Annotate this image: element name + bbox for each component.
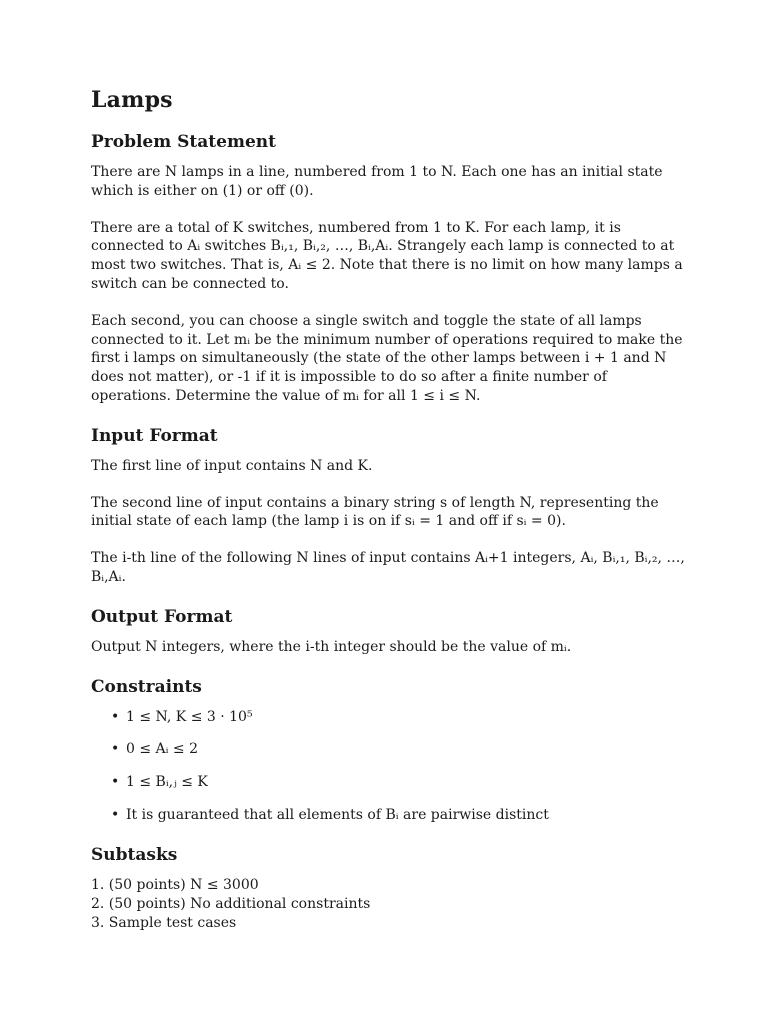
constraints-section	[91, 675, 691, 825]
problem-statement-paragraph-3: Each second, you can choose a single switch and toggle the state of all lamps connected to it. Let mᵢ be the minimum number of operations required to make the first i lamps on simultaneously (the state of the other lamps between i + 1 and N does not matter), or -1 if it is impossible to do so after a finite number of operations. Determine the value of mᵢ for all 1 ≤ i ≤ N.	[91, 312, 683, 404]
constraint-item: • 1 ≤ Bᵢ,ⱼ ≤ K	[91, 773, 691, 792]
subtasks-section	[91, 843, 691, 933]
subtask-item: 2. (50 points) No additional constraints	[91, 895, 371, 912]
output-format-heading: Output Format	[91, 606, 233, 627]
problem-statement-paragraph-2: There are a total of K switches, numbered from 1 to K. For each lamp, it is connected to Aᵢ switches Bᵢ,₁, Bᵢ,₂, …, Bᵢ,Aᵢ. Strangely each lamp is connected to at most two switches. That is, Aᵢ ≤ 2. Note that there is no limit on how many lamps a switch can be connected to.	[91, 219, 683, 292]
constraint-item: • 0 ≤ Aᵢ ≤ 2	[91, 740, 691, 759]
input-format-paragraph-3: The i-th line of the following N lines of input contains Aᵢ+1 integers, Aᵢ, Bᵢ,₁, Bᵢ,₂, …, Bᵢ,Aᵢ.	[91, 550, 685, 585]
subtask-item: 1. (50 points) N ≤ 3000	[91, 876, 259, 893]
problem-title: Lamps	[91, 87, 173, 113]
constraint-item: • 1 ≤ N, K ≤ 3 · 10⁵	[91, 708, 691, 727]
input-format-paragraph-2: The second line of input contains a binary string s of length N, representing the initial state of each lamp (the lamp i is on if sᵢ = 1 and off if sᵢ = 0).	[91, 494, 659, 530]
subtasks-list	[91, 876, 691, 933]
input-format-heading: Input Format	[91, 425, 218, 446]
constraint-item: • It is guaranteed that all elements of Bᵢ are pairwise distinct	[91, 806, 691, 825]
problem-statement-heading: Problem Statement	[91, 132, 276, 152]
input-format-section	[91, 424, 691, 587]
constraints-list	[91, 708, 691, 825]
problem-statement-section	[91, 130, 691, 406]
output-format-paragraph-1: Output N integers, where the i-th integer should be the value of mᵢ.	[91, 638, 572, 655]
input-format-paragraph-1: The first line of input contains N and K.	[91, 457, 373, 474]
constraints-heading: Constraints	[91, 676, 202, 697]
document-content	[91, 84, 691, 939]
subtask-item: 3. Sample test cases	[91, 914, 237, 931]
problem-statement-paragraph-1: There are N lamps in a line, numbered from 1 to N. Each one has an initial state which is either on (1) or off (0).	[91, 164, 663, 199]
subtasks-heading: Subtasks	[91, 844, 178, 865]
output-format-section	[91, 605, 691, 657]
